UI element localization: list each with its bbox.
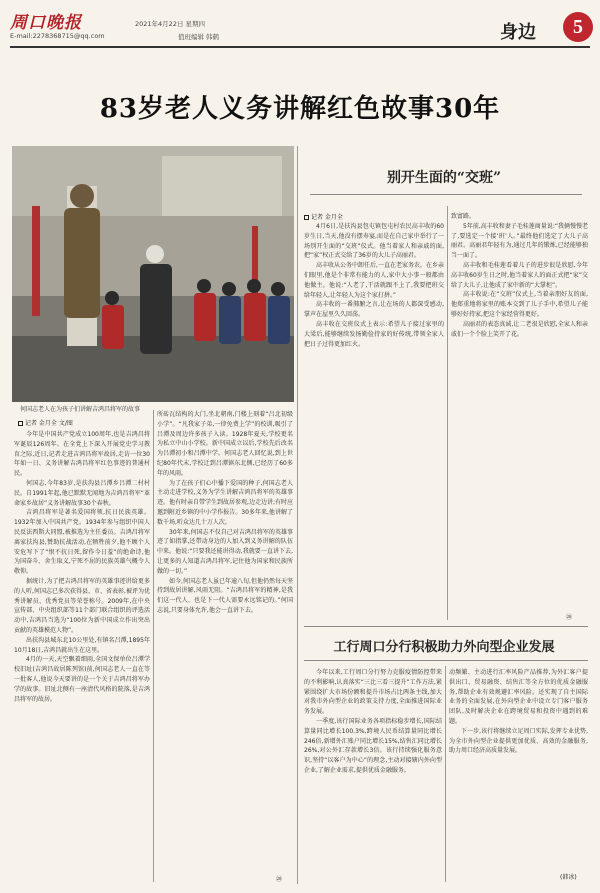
photo-scene-illustration: [12, 146, 294, 402]
paragraph: 高丰收说:在“交班”仪式上,当着亲朋好友的面,他郑重地将家里的账本交到了儿子手中,希望儿子能够好好持家,把这个家经营得更好。: [451, 291, 588, 318]
sub-story-column-1: [304, 222, 444, 620]
paragraph: 高丽君的表态真诚,让二老很是欣慰,全家人和亲戚们一个个脸上笑开了花。: [451, 320, 588, 338]
sub-story-rule: [310, 194, 582, 195]
business-column-2: [449, 668, 588, 868]
paragraph: 4月6日,是扶沟县包屯镇包屯村农民高丰收的60岁生日,当天,他没有摆寿宴,而是在自己家中举行了一场别开生面的“交班”仪式。他当着家人和亲戚的面,把“家”权正式交给了36岁的大儿子高丽君。: [304, 223, 444, 260]
paragraph: 动频繁、主动进行汇率风险产品推荐,为外汇客户提供出口、贸易融资、结售汇等全方位的优质金融服务,帮助企业有效规避汇率风险。还实现了自主国际业务的全面发展,在外向型企业中设立专门客户服务团队,及时解决企业在跨境贸易和投资中遇到的难题。: [449, 669, 588, 725]
paragraph: 高丰收和毛桂莲看着儿子的进步很是欣慰,今年高丰收60岁生日之时,他当着家人的面正式把“家”交给了大儿子,让他成了家中新的“大掌柜”。: [451, 261, 588, 289]
paragraph: 高丰收从公务中卸任后,一直在老家务农。在乡亲们眼里,他是个非常有能力的人,家中大小事一般都由他做主。他说:“人老了,干活就跟不上了,我要把班交给年轻人,让年轻人为这个家打拼。”: [304, 262, 444, 299]
main-headline: 83岁老人义务讲解红色故事30年: [99, 94, 501, 124]
section-divider: [304, 626, 588, 627]
main-end-mark: ⑳: [276, 876, 283, 883]
masthead-date: 2021年4月22日 星期四: [135, 20, 206, 28]
paragraph: 5年前,高丰收和妻子毛桂莲商量说:“我俩慢慢老了,要选定一个接‘班’人。”最终他们选定了大儿子高丽君。高丽君年轻有为,通过几年的锻炼,已经能够独当一面了。: [451, 222, 588, 260]
paragraph: 所砖瓦结构的大门,坐北朝南,门楼上刻着“吕北初级小学”。“凡我家子弟,一律免费上学”的校训,吸引了吕潭及周边许多孩子入读。1928年夏天,学校更名为私立中山小学校。新中国成立以后,学校先后改名为吕潭初小和吕潭中学。何国志老人回忆说,到上世纪80年代末,学校迁到吕潭镇东北侧,已经历了60多年的风雨。: [157, 411, 293, 477]
business-column-1: [304, 668, 442, 882]
main-column-1: [14, 430, 150, 882]
paragraph: 4月的一天,天空飘着细雨,全国文保单位吕潭学校旧址(吉鸿昌故居陈列馆)前,何国志老人一直在等一批客人,他说今天要讲的是一个关于吉鸿昌将军办学的故事。旧址北侧有一座清代风格的院落,是吉鸿昌将军的故居。: [14, 656, 150, 703]
news-photo: [12, 146, 294, 402]
paragraph: 高丰收在交班仪式上表示:希望儿子接过家里的大梁后,能够继续发扬勤俭持家的好传统,带领全家人把日子过得更加红火。: [304, 320, 444, 348]
paragraph: 何国志,今年83岁,是扶沟县吕潭乡吕潭二村村民。自1991年起,他已默默无闻地为吉鸿昌将军“革命家乡故居”义务讲解故事30个春秋。: [14, 479, 150, 507]
column-divider: [153, 410, 154, 882]
masthead-divider: [10, 46, 590, 48]
sub-story-byline: 记者 金月全: [304, 212, 343, 221]
section-divider: [304, 660, 588, 661]
page-number-badge: 5: [563, 12, 593, 42]
byline-box-icon: [18, 421, 23, 426]
page-column-divider: [297, 146, 298, 884]
business-story-title: 工行周口分行积极助力外向型企业发展: [333, 640, 555, 655]
sub-story-column-2: [451, 212, 588, 612]
sub-story-title: 别开生面的“交班”: [386, 170, 502, 186]
section-name: 身边: [500, 22, 536, 43]
byline-box-icon: [304, 215, 309, 220]
paragraph: 如今,何国志老人虽已年逾八旬,但他仍然每天坚持到故居讲解,风雨无阻。“吉鸿昌将军的精神,是我们这一代人、也是下一代人需要永远铭记的。”何国志说,只要身体允许,他会一直讲下去。: [157, 577, 293, 614]
business-end-mark: (韩冰): [560, 874, 577, 881]
photo-caption: 何国志老人在为孩子们讲解吉鸿昌将军的故事: [20, 406, 141, 413]
column-divider: [445, 666, 446, 882]
paragraph: 高丰收的一番肺腑之言,让在场的人都深受感动,掌声在屋里久久回荡。: [304, 301, 444, 319]
paragraph: 吉鸿昌将军是著名爱国将领,抗日民族英雄。1932年加入中国共产党。1934年参与组织中国人民反法西斯大同盟,被推选为主任委员。吉鸿昌将军离家扶沟县,赞助抗战活动,在牺牲前夕,他不顾个人安危写下了“恨不抗日死,留作今日羞”的绝命诗,他为国奋斗、舍生取义,宁死不屈的民族英雄气概令人敬仰。: [14, 509, 150, 576]
masthead-editors: 值班编辑 韩鹤: [178, 33, 220, 41]
paragraph: 下一步,该行将继续立足周口实际,发挥专业优势,为全市外向型企业提供更加优质、高效的金融服务,助力周口经济高质量发展。: [449, 727, 588, 755]
paragraph: 今年是中国共产党成立100周年,也是吉鸿昌将军诞辰126周年。在全党上下深入开展党史学习教育之际,近日,记者走进吉鸿昌将军故居,走访一位30年如一日、义务讲解吉鸿昌将军红色事迹的普通村民。: [14, 431, 150, 478]
masthead-email: E-mail:2278368715@qq.com: [10, 32, 105, 40]
main-column-2: [157, 410, 293, 874]
paragraph: 30年来,何国志不仅自己对吉鸿昌将军的英雄事迹了如指掌,还带动身边的人加入到义务讲解的队伍中来。他说:“只要我还能讲得动,我就要一直讲下去,让更多的人知道吉鸿昌将军,记住他为国家和民族所做的一切。”: [157, 528, 293, 575]
paragraph: 致富路。: [451, 213, 476, 220]
paragraph: 今年以来,工行周口分行努力克服疫情防控带来的不利影响,认真落实“三比三看三提升”工作方法,紧紧围绕扩大市场份额和提升市场占比两条主线,加大对我市外向型企业的政策支持力度,全面推进国际业务发展。: [304, 669, 442, 716]
sub-story-end-mark: ⑳: [566, 614, 573, 621]
column-divider: [447, 206, 448, 620]
main-byline: 记者 金月全 文/图: [18, 418, 73, 427]
paragraph: 为了在孩子们心中播下爱国的种子,何国志老人主动走进学校,义务为学生讲解吉鸿昌将军的英雄事迹。他有时亲自带学生到故居参观,边走边讲;有时应邀到附近乡镇的中小学作报告。30多年来,他讲解了数千场,听众达几十万人次。: [157, 479, 293, 526]
paragraph: 出扶沟县城东北10公里处,有镇名吕潭,1895年10月18日,吉鸿昌就出生在这里。: [14, 636, 150, 654]
paragraph: 据统计,为了把吉鸿昌将军的英雄事迹讲给更多的人听,何国志已多次获得县、市、省表彰,被评为优秀讲解员、优秀党员等荣誉称号。2009年,在中央宣传部、中央组织部等11个部门联合组织的评选活动中,吉鸿昌当选为“100位为新中国成立作出突出贡献的英雄模范人物”。: [14, 577, 150, 634]
paragraph: 一季度,该行国际业务各项指标稳步增长,国际结算量同比增长100.3%,跨境人民币结算量同比增长246倍,新增外汇账户同比增长15%,结售汇同比增长26%,对公外汇存款增长3倍。该行持续强化服务意识,坚持“以客户为中心”的理念,主动对接辖内外向型企业,了解企业需求,提供优质金融服务。: [304, 717, 442, 774]
newspaper-logo: 周口晚报: [10, 13, 82, 33]
